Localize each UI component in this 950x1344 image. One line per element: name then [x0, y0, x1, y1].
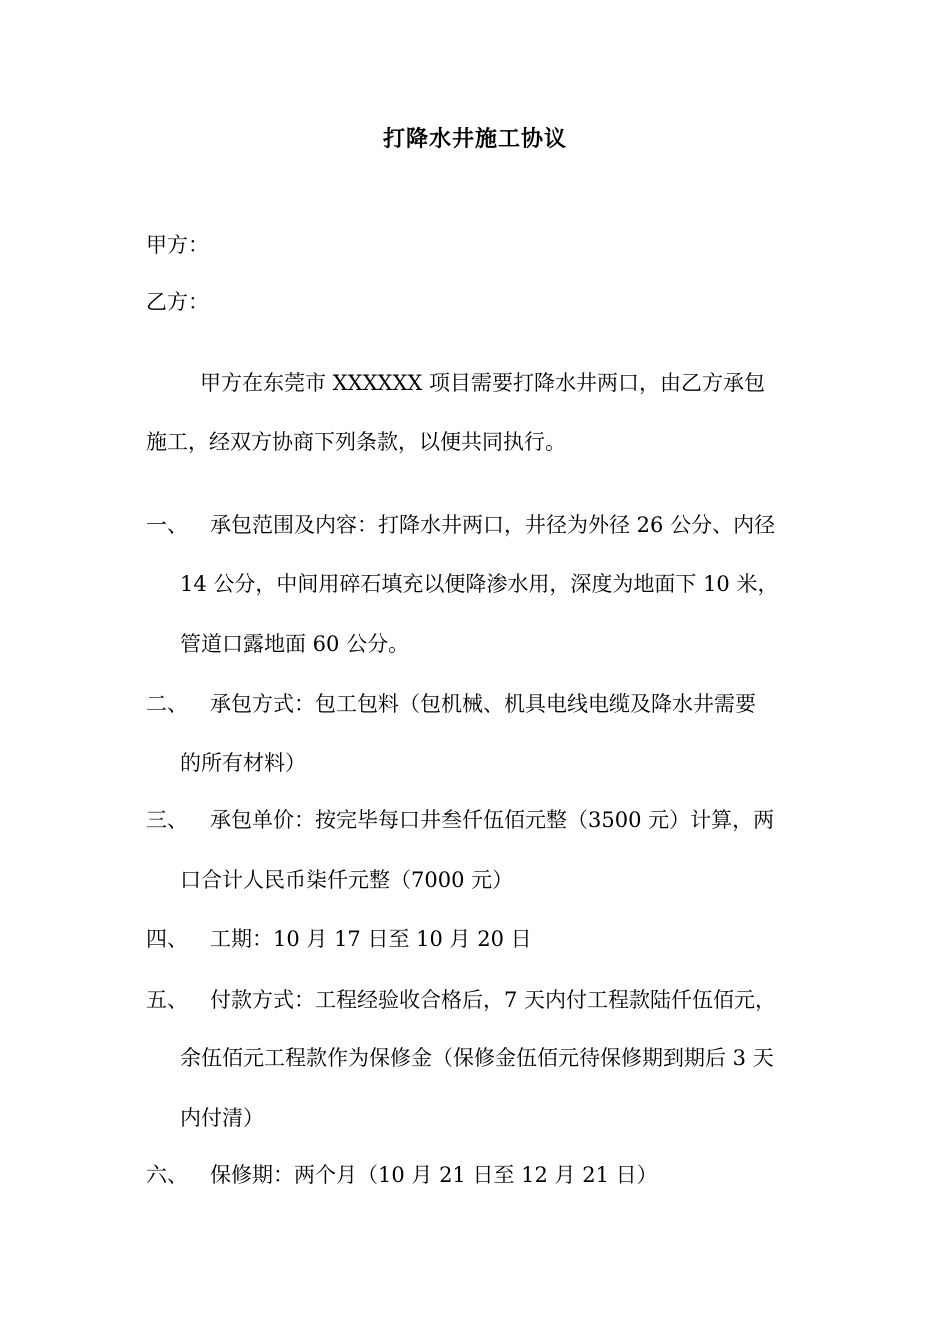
- clause-text-line: 承包方式：包工包料（包机械、机具电线电缆及降水井需要: [210, 692, 756, 716]
- clause-text-line: 付款方式：工程经验收合格后，7 天内付工程款陆仟伍佰元，: [210, 988, 777, 1012]
- clause-number: 六、: [146, 1163, 188, 1187]
- clause-text-line: 余伍佰元工程款作为保修金（保修金伍佰元待保修期到期后 3 天: [180, 1046, 774, 1070]
- clause-text-line: 口合计人民币柒仟元整（7000 元）: [180, 868, 514, 892]
- intro-paragraph-line-2: 施工，经双方协商下列条款，以便共同执行。: [146, 430, 566, 454]
- clause-text-line: 保修期：两个月（10 月 21 日至 12 月 21 日）: [210, 1163, 658, 1187]
- intro-paragraph-line-1: 甲方在东莞市 XXXXXX 项目需要打降水井两口，由乙方承包: [200, 371, 766, 395]
- clause-text-line: 的所有材料）: [180, 751, 306, 775]
- clause-text-line: 管道口露地面 60 公分。: [180, 632, 410, 656]
- clause-text-line: 承包单价：按完毕每口井叁仟伍佰元整（3500 元）计算，两: [210, 808, 775, 832]
- clause-text-line: 工期：10 月 17 日至 10 月 20 日: [210, 927, 532, 951]
- party-a-label: 甲方：: [146, 233, 209, 257]
- clause-text-line: 承包范围及内容：打降水井两口，井径为外径 26 公分、内径: [210, 513, 776, 537]
- clause-number: 三、: [146, 808, 188, 832]
- document-title: 打降水井施工协议: [382, 126, 567, 152]
- clause-number: 四、: [146, 927, 188, 951]
- clause-text-line: 内付清）: [180, 1106, 264, 1130]
- party-b-label: 乙方：: [146, 290, 209, 314]
- clause-number: 一、: [146, 513, 188, 537]
- clause-text-line: 14 公分，中间用碎石填充以便降渗水用，深度为地面下 10 米，: [180, 572, 779, 596]
- clause-number: 二、: [146, 692, 188, 716]
- clause-number: 五、: [146, 988, 188, 1012]
